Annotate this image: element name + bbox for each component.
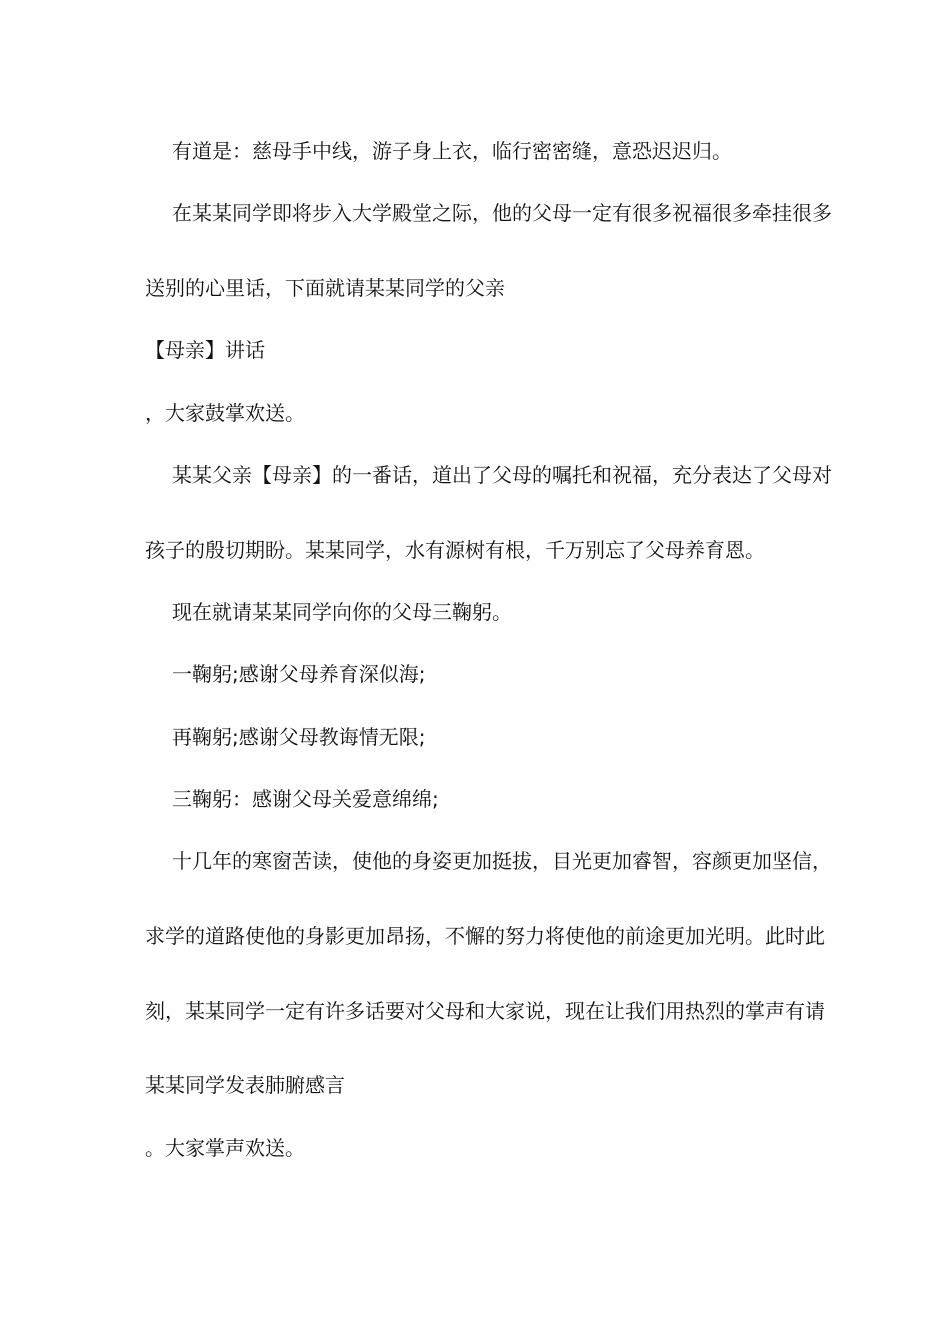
- bow-line-2: 再鞠躬;感谢父母教诲情无限;: [172, 725, 426, 749]
- paragraph-line: 现在就请某某同学向你的父母三鞠躬。: [172, 600, 512, 624]
- bow-line-3: 三鞠躬：感谢父母关爱意绵绵;: [172, 787, 439, 811]
- paragraph-line: 送别的心里话，下面就请某某同学的父亲: [145, 276, 505, 300]
- paragraph-line: 某某同学发表肺腑感言: [145, 1073, 345, 1097]
- paragraph-line: 【母亲】讲话: [145, 338, 265, 362]
- paragraph-line: 刻，某某同学一定有许多话要对父母和大家说，现在让我们用热烈的掌声有请: [145, 999, 825, 1023]
- paragraph-line: 。大家掌声欢送。: [145, 1136, 305, 1160]
- paragraph-line: 孩子的殷切期盼。某某同学，水有源树有根，千万别忘了父母养育恩。: [145, 538, 765, 562]
- paragraph-line: 某某父亲【母亲】的一番话，道出了父母的嘱托和祝福，充分表达了父母对: [172, 463, 832, 487]
- poem-quote-line: 有道是：慈母手中线，游子身上衣，临行密密缝，意恐迟迟归。: [172, 139, 732, 163]
- paragraph-line: 求学的道路使他的身影更加昂扬，不懈的努力将使他的前途更加光明。此时此: [145, 924, 825, 948]
- paragraph-line: 十几年的寒窗苦读，使他的身姿更加挺拔，目光更加睿智，容颜更加坚信，: [172, 849, 832, 873]
- paragraph-line: ，大家鼓掌欢送。: [145, 401, 305, 425]
- bow-line-1: 一鞠躬;感谢父母养育深似海;: [172, 662, 426, 686]
- paragraph-line: 在某某同学即将步入大学殿堂之际，他的父母一定有很多祝福很多牵挂很多: [172, 201, 832, 225]
